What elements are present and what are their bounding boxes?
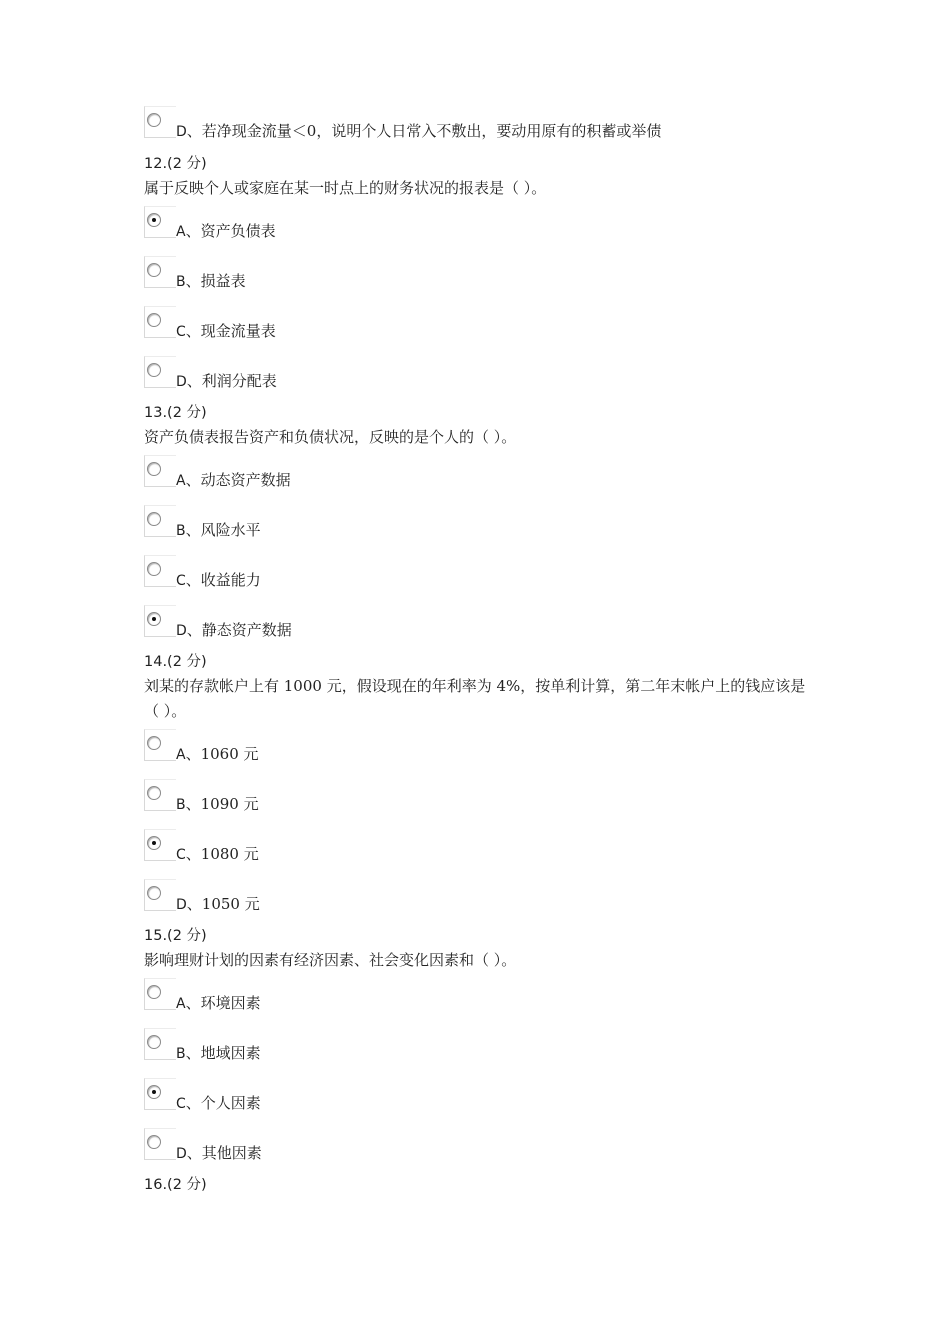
radio-unchecked-icon[interactable] [147,363,161,377]
radio-checked-icon[interactable] [147,1085,161,1099]
option-text: 收益能力 [200,571,261,589]
option-text: 资产负债表 [200,222,276,240]
option-separator: 、 [185,322,201,340]
radio-frame[interactable] [144,256,176,288]
option-label[interactable] [176,1043,261,1064]
option-text: 动态资产数据 [200,471,291,489]
radio-frame[interactable] [144,879,176,911]
option-text: 其他因素 [201,1144,262,1162]
option-letter: A [176,747,186,763]
question-text: 属于反映个人或家庭在某一时点上的财务状况的报表是（ ）。 [144,179,547,197]
option-label[interactable] [176,620,292,641]
radio-unchecked-icon[interactable] [147,113,161,127]
option-label[interactable] [176,321,276,342]
question-number: 12.(2 分) [144,156,207,172]
option-separator: 、 [186,1144,202,1162]
question-text: 影响理财计划的因素有经济因素、社会变化因素和（ ）。 [144,951,517,969]
question-number: 15.(2 分) [144,928,207,944]
question-number: 14.(2 分) [144,654,207,670]
question-text: 刘某的存款帐户上有 1000 元，假设现在的年利率为 4%，按单利计算，第二年末帐户上的钱应该是（ ）。 [144,677,806,720]
radio-checked-icon[interactable] [147,836,161,850]
radio-unchecked-icon[interactable] [147,736,161,750]
option-label[interactable] [176,894,260,915]
option-separator: 、 [185,845,201,863]
option-separator: 、 [185,272,201,290]
option-letter: D [176,1146,187,1162]
option-text: 静态资产数据 [201,621,292,639]
radio-unchecked-icon[interactable] [147,886,161,900]
radio-frame[interactable] [144,106,176,138]
option-label[interactable] [176,271,246,292]
option-label[interactable] [176,371,277,392]
option-letter: B [176,1046,186,1062]
radio-frame[interactable] [144,829,176,861]
radio-checked-icon[interactable] [147,612,161,626]
question-text: 资产负债表报告资产和负债状况，反映的是个人的（ ）。 [144,428,517,446]
option-letter: C [176,847,186,863]
radio-unchecked-icon[interactable] [147,313,161,327]
radio-unchecked-icon[interactable] [147,462,161,476]
question-number: 16.(2 分) [144,1177,207,1193]
radio-unchecked-icon[interactable] [147,263,161,277]
option-separator: 、 [185,571,201,589]
option-letter: B [176,274,186,290]
radio-unchecked-icon[interactable] [147,562,161,576]
option-separator: 、 [185,795,201,813]
option-label[interactable] [176,1093,261,1114]
option-label[interactable] [176,221,276,242]
radio-frame[interactable] [144,1128,176,1160]
option-letter: A [176,473,186,489]
option-separator: 、 [186,122,202,140]
option-letter: B [176,523,186,539]
radio-frame[interactable] [144,605,176,637]
radio-unchecked-icon[interactable] [147,985,161,999]
option-letter: D [176,374,187,390]
radio-frame[interactable] [144,306,176,338]
option-label[interactable] [176,993,261,1014]
question-number: 13.(2 分) [144,405,207,421]
option-letter: C [176,573,186,589]
option-label[interactable] [176,520,261,541]
radio-frame[interactable] [144,455,176,487]
option-label[interactable] [176,470,291,491]
radio-frame[interactable] [144,1078,176,1110]
radio-unchecked-icon[interactable] [147,786,161,800]
option-separator: 、 [185,1094,201,1112]
radio-unchecked-icon[interactable] [147,512,161,526]
option-text: 1080 元 [200,845,259,863]
option-separator: 、 [185,471,201,489]
option-label[interactable] [176,744,259,765]
option-separator: 、 [185,222,201,240]
radio-frame[interactable] [144,978,176,1010]
option-letter: B [176,797,186,813]
option-text: 个人因素 [200,1094,261,1112]
option-text: 若净现金流量＜0，说明个人日常入不敷出，要动用原有的积蓄或举债 [201,122,662,140]
option-letter: D [176,623,187,639]
option-separator: 、 [186,621,202,639]
option-letter: C [176,1096,186,1112]
option-label[interactable] [176,570,261,591]
option-label[interactable] [176,121,661,142]
option-text: 地域因素 [200,1044,261,1062]
option-text: 1060 元 [200,745,259,763]
option-label[interactable] [176,794,259,815]
option-separator: 、 [185,1044,201,1062]
option-text: 1050 元 [201,895,260,913]
option-letter: C [176,324,186,340]
option-text: 风险水平 [200,521,261,539]
option-separator: 、 [185,994,201,1012]
radio-frame[interactable] [144,206,176,238]
radio-frame[interactable] [144,555,176,587]
option-separator: 、 [186,372,202,390]
option-letter: D [176,124,187,140]
option-separator: 、 [185,521,201,539]
option-separator: 、 [185,745,201,763]
radio-frame[interactable] [144,505,176,537]
radio-frame[interactable] [144,779,176,811]
radio-unchecked-icon[interactable] [147,1035,161,1049]
option-text: 损益表 [200,272,246,290]
radio-checked-icon[interactable] [147,213,161,227]
radio-frame[interactable] [144,729,176,761]
option-label[interactable] [176,1143,262,1164]
radio-unchecked-icon[interactable] [147,1135,161,1149]
option-text: 1090 元 [200,795,259,813]
radio-frame[interactable] [144,356,176,388]
option-letter: D [176,897,187,913]
option-text: 利润分配表 [201,372,277,390]
option-letter: A [176,996,186,1012]
option-separator: 、 [186,895,202,913]
radio-frame[interactable] [144,1028,176,1060]
option-text: 现金流量表 [200,322,276,340]
option-label[interactable] [176,844,259,865]
option-text: 环境因素 [200,994,261,1012]
option-letter: A [176,224,186,240]
